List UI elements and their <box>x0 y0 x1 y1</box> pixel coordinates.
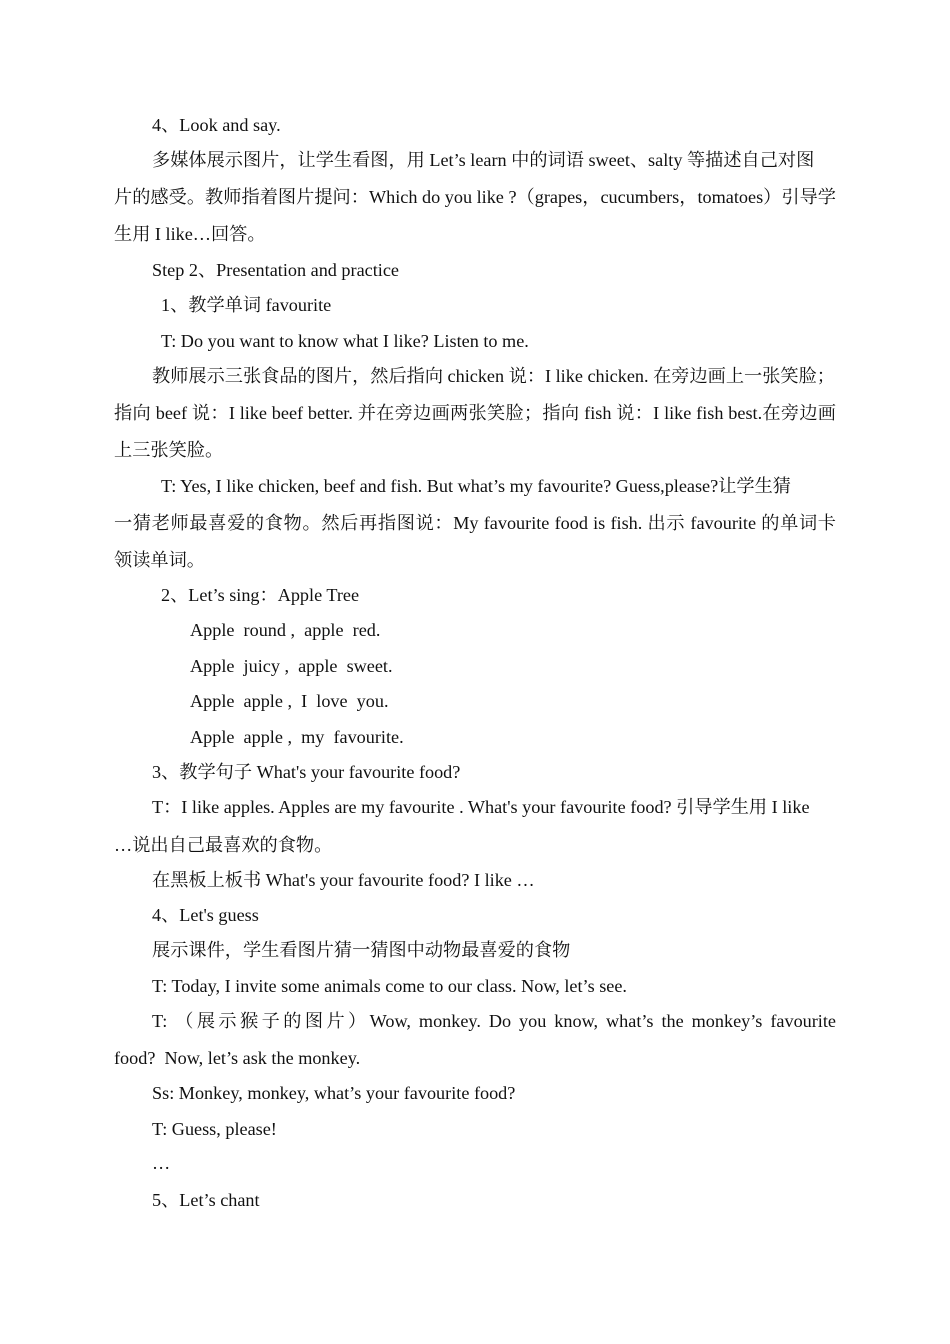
text-line: T: （展示猴子的图片）Wow, monkey. Do you know, what’s the monkey’s favourite <box>152 1011 836 1031</box>
text-line: T: Yes, I like chicken, beef and fish. But what’s my favourite? Guess,please?让学生猜 <box>161 476 791 496</box>
section-heading: Step 2、Presentation and practice <box>152 260 399 280</box>
text-line: 上三张笑脸。 <box>114 440 224 460</box>
text-line: 片的感受。教师指着图片提问：Which do you like ?（grapes，cucumbers，tomatoes）引导学 <box>114 187 836 207</box>
text-line: 4、Look and say. <box>152 115 281 135</box>
text-line: T: Guess, please! <box>152 1119 277 1139</box>
text-line: food? Now, let’s ask the monkey. <box>114 1048 361 1068</box>
text-line: Ss: Monkey, monkey, what’s your favourite food? <box>152 1083 516 1103</box>
text-line: 在黑板上板书 What's your favourite food? I like … <box>152 870 535 890</box>
song-line: Apple apple , I love you. <box>190 691 389 711</box>
text-line: 多媒体展示图片，让学生看图，用 Let’s learn 中的词语 sweet、salty 等描述自己对图 <box>152 150 815 170</box>
text-line: T: Today, I invite some animals come to our class. Now, let’s see. <box>152 976 627 996</box>
song-line: Apple apple , my favourite. <box>190 727 404 747</box>
text-line: 1、教学单词 favourite <box>161 295 332 315</box>
text-line: T: Do you want to know what I like? Listen to me. <box>161 331 529 351</box>
song-line: Apple juicy , apple sweet. <box>190 656 393 676</box>
ellipsis-line: … <box>152 1153 171 1173</box>
text-line: 领读单词。 <box>114 550 205 570</box>
text-line: 生用 I like…回答。 <box>114 224 266 244</box>
text-line: 2、Let’s sing：Apple Tree <box>161 585 360 605</box>
text-line: 一猜老师最喜爱的食物。然后再指图说：My favourite food is fish. 出示 favourite 的单词卡 <box>114 513 836 533</box>
text-line: 教师展示三张食品的图片，然后指向 chicken 说：I like chicken. 在旁边画上一张笑脸； <box>152 366 835 386</box>
text-line: 展示课件，学生看图片猜一猜图中动物最喜爱的食物 <box>152 940 571 960</box>
text-line: …说出自己最喜欢的食物。 <box>114 835 333 855</box>
text-line: 指向 beef 说：I like beef better. 并在旁边画两张笑脸；指向 fish 说：I like fish best.在旁边画 <box>114 403 836 423</box>
text-line: 5、Let’s chant <box>152 1190 260 1210</box>
text-line: T：I like apples. Apples are my favourite . What's your favourite food? 引导学生用 I like <box>152 797 810 817</box>
song-line: Apple round , apple red. <box>190 620 381 640</box>
text-line: 4、Let's guess <box>152 905 259 925</box>
text-line: 3、教学句子 What's your favourite food? <box>152 762 461 782</box>
